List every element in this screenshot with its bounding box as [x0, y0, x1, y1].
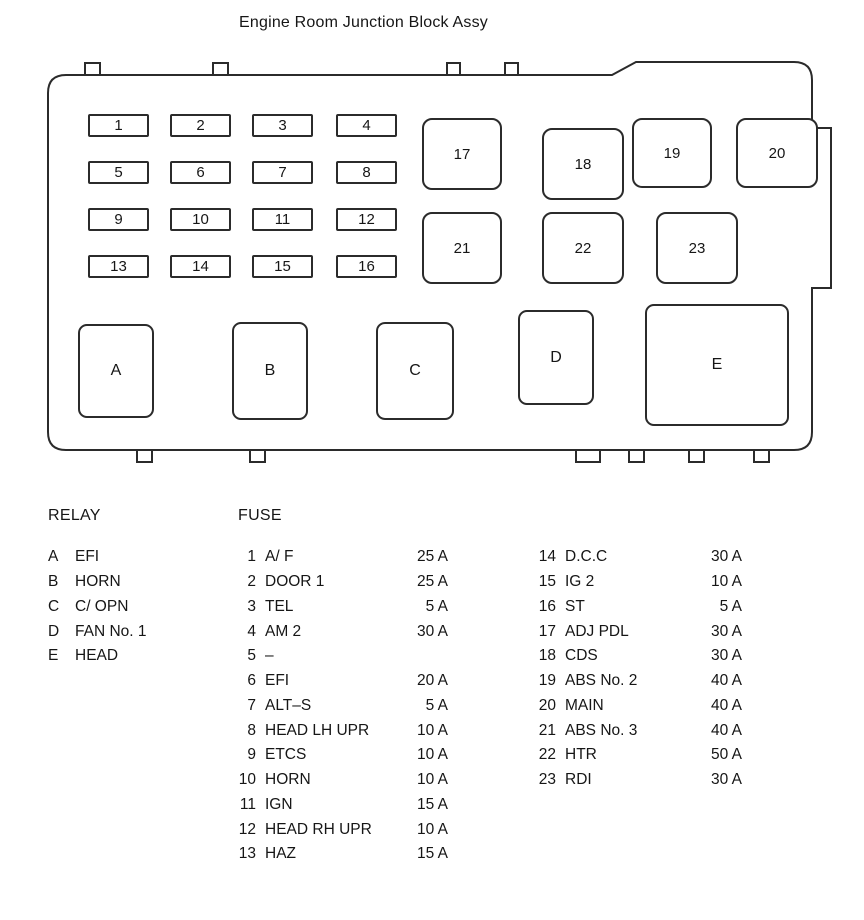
fuse-id: 7	[247, 696, 256, 714]
fuse-name: ST	[565, 597, 585, 615]
relay-legend-row	[48, 545, 218, 570]
fuse-legend-row	[532, 694, 742, 719]
fuse-23: 23	[656, 212, 738, 284]
fuse-name: TEL	[265, 597, 294, 615]
fuse-name: A/ F	[265, 548, 294, 566]
fuse-amperage: 25 A	[416, 573, 448, 591]
fuse-name: EFI	[265, 672, 290, 690]
fuse-id: 6	[247, 672, 256, 690]
fuse-legend-row	[532, 718, 742, 743]
fuse-legend-row	[234, 545, 448, 570]
fuse-7: 7	[252, 161, 313, 184]
relay-id: D	[48, 622, 60, 640]
fuse-id: 13	[238, 845, 256, 863]
fuse-id: 10	[238, 771, 256, 789]
fuse-9: 9	[88, 208, 149, 231]
bottom-tab-3	[576, 450, 600, 462]
bottom-tab-1	[137, 450, 152, 462]
fuse-2: 2	[170, 114, 231, 137]
top-tab-1	[85, 63, 100, 75]
fuse-legend-row	[532, 669, 742, 694]
fuse-id: 4	[247, 622, 256, 640]
fuse-amperage: 5 A	[425, 597, 448, 615]
fuse-amperage: 50 A	[710, 746, 742, 764]
relay-C: C	[376, 322, 454, 420]
fuse-id: 19	[538, 672, 556, 690]
fuse-name: ETCS	[265, 746, 307, 764]
fuse-21: 21	[422, 212, 502, 284]
fuse-name: ADJ PDL	[565, 622, 629, 640]
fuse-legend-row	[234, 619, 448, 644]
fuse-amperage: 40 A	[710, 672, 742, 690]
relay-legend-row	[48, 595, 218, 620]
fuse-name: HORN	[265, 771, 311, 789]
top-tab-3	[447, 63, 460, 75]
fuse-name: RDI	[565, 771, 592, 789]
fuse-legend-row	[234, 743, 448, 768]
fuse-id: 12	[238, 820, 256, 838]
fuse-amperage: 10 A	[710, 573, 742, 591]
fuse-amperage: 30 A	[710, 771, 742, 789]
fuse-name: HAZ	[265, 845, 296, 863]
bottom-tab-5	[689, 450, 704, 462]
bottom-tab-2	[250, 450, 265, 462]
fuse-legend-row	[234, 694, 448, 719]
fuse-legend-row	[234, 817, 448, 842]
fuse-legend-row	[532, 545, 742, 570]
relay-legend-header: RELAY	[48, 507, 101, 524]
fuse-legend-column-1	[234, 545, 448, 867]
fuse-id: 16	[538, 597, 556, 615]
fuse-name: IG 2	[565, 573, 595, 591]
fuse-1: 1	[88, 114, 149, 137]
relay-legend-row	[48, 619, 218, 644]
relay-name: FAN No. 1	[75, 622, 147, 640]
fuse-name: AM 2	[265, 622, 302, 640]
fuse-5: 5	[88, 161, 149, 184]
fuse-10: 10	[170, 208, 231, 231]
fuse-legend-row	[532, 743, 742, 768]
fuse-legend-row	[532, 644, 742, 669]
fuse-19: 19	[632, 118, 712, 188]
relay-D: D	[518, 310, 594, 405]
fuse-4: 4	[336, 114, 397, 137]
fuse-legend-row	[532, 768, 742, 793]
fuse-amperage: 15 A	[416, 845, 448, 863]
bottom-tab-4	[629, 450, 644, 462]
fuse-legend-row	[532, 619, 742, 644]
fuse-12: 12	[336, 208, 397, 231]
fuse-name: HEAD LH UPR	[265, 721, 370, 739]
fuse-amperage: 30 A	[416, 622, 448, 640]
fuse-legend-column-2	[532, 545, 742, 793]
relay-E: E	[645, 304, 789, 426]
fuse-id: 8	[247, 721, 256, 739]
fuse-id: 17	[538, 622, 556, 640]
fuse-legend-row	[234, 595, 448, 620]
fuse-amperage: 5 A	[719, 597, 742, 615]
fuse-id: 22	[538, 746, 556, 764]
fuse-amperage: 5 A	[425, 696, 448, 714]
relay-id: A	[48, 548, 59, 566]
fuse-id: 18	[538, 647, 556, 665]
relay-id: E	[48, 647, 59, 665]
fuse-amperage: 25 A	[416, 548, 448, 566]
fuse-13: 13	[88, 255, 149, 278]
relay-name: C/ OPN	[75, 597, 129, 615]
relay-legend-row	[48, 644, 218, 669]
bottom-tab-6	[754, 450, 769, 462]
fuse-amperage: 30 A	[710, 622, 742, 640]
relay-id: C	[48, 597, 60, 615]
fuse-amperage: 40 A	[710, 696, 742, 714]
fuse-name: D.C.C	[565, 548, 608, 566]
fuse-name: CDS	[565, 647, 598, 665]
fuse-legend-row	[532, 595, 742, 620]
fuse-14: 14	[170, 255, 231, 278]
fuse-legend-row	[532, 570, 742, 595]
fuse-name: MAIN	[565, 696, 604, 714]
fuse-name: DOOR 1	[265, 573, 325, 591]
fuse-id: 5	[247, 647, 256, 665]
relay-B: B	[232, 322, 308, 420]
fuse-id: 1	[247, 548, 256, 566]
fuse-amperage: 30 A	[710, 548, 742, 566]
fuse-id: 23	[538, 771, 556, 789]
fuse-15: 15	[252, 255, 313, 278]
fuse-id: 3	[247, 597, 256, 615]
relay-legend-list	[48, 545, 218, 669]
fuse-legend-row	[234, 793, 448, 818]
fuse-11: 11	[252, 208, 313, 231]
diagram-title: Engine Room Junction Block Assy	[239, 14, 488, 31]
fuse-18: 18	[542, 128, 624, 200]
fuse-legend-header: FUSE	[238, 507, 282, 524]
fuse-legend-row	[234, 768, 448, 793]
fuse-amperage: 20 A	[416, 672, 448, 690]
relay-A: A	[78, 324, 154, 418]
fuse-legend-row	[234, 570, 448, 595]
fuse-17: 17	[422, 118, 502, 190]
fuse-amperage: 10 A	[416, 771, 448, 789]
fuse-amperage: 15 A	[416, 795, 448, 813]
fuse-name: ABS No. 2	[565, 672, 638, 690]
fuse-name: HEAD RH UPR	[265, 820, 372, 838]
fuse-id: 20	[538, 696, 556, 714]
top-tab-4	[505, 63, 518, 75]
fuse-legend-row	[234, 718, 448, 743]
fuse-name: ALT–S	[265, 696, 312, 714]
fuse-id: 9	[247, 746, 256, 764]
fuse-name: –	[265, 647, 274, 665]
fuse-legend-row	[234, 644, 448, 669]
fuse-16: 16	[336, 255, 397, 278]
fuse-id: 21	[538, 721, 556, 739]
fuse-name: ABS No. 3	[565, 721, 638, 739]
fuse-20: 20	[736, 118, 818, 188]
fuse-id: 11	[239, 795, 256, 813]
relay-name: EFI	[75, 548, 100, 566]
fuse-amperage: 30 A	[710, 647, 742, 665]
fuse-name: HTR	[565, 746, 597, 764]
fuse-amperage: 10 A	[416, 746, 448, 764]
relay-name: HEAD	[75, 647, 119, 665]
fuse-amperage: 40 A	[710, 721, 742, 739]
fuse-id: 15	[538, 573, 556, 591]
fuse-amperage: 10 A	[416, 820, 448, 838]
relay-legend-row	[48, 570, 218, 595]
fuse-id: 2	[247, 573, 256, 591]
top-tab-2	[213, 63, 228, 75]
fuse-legend-row	[234, 669, 448, 694]
relay-name: HORN	[75, 573, 121, 591]
fuse-8: 8	[336, 161, 397, 184]
relay-id: B	[48, 573, 59, 591]
fuse-legend-row	[234, 842, 448, 867]
fuse-3: 3	[252, 114, 313, 137]
fuse-id: 14	[538, 548, 556, 566]
fuse-amperage: 10 A	[416, 721, 448, 739]
fuse-name: IGN	[265, 795, 293, 813]
fuse-22: 22	[542, 212, 624, 284]
fuse-6: 6	[170, 161, 231, 184]
